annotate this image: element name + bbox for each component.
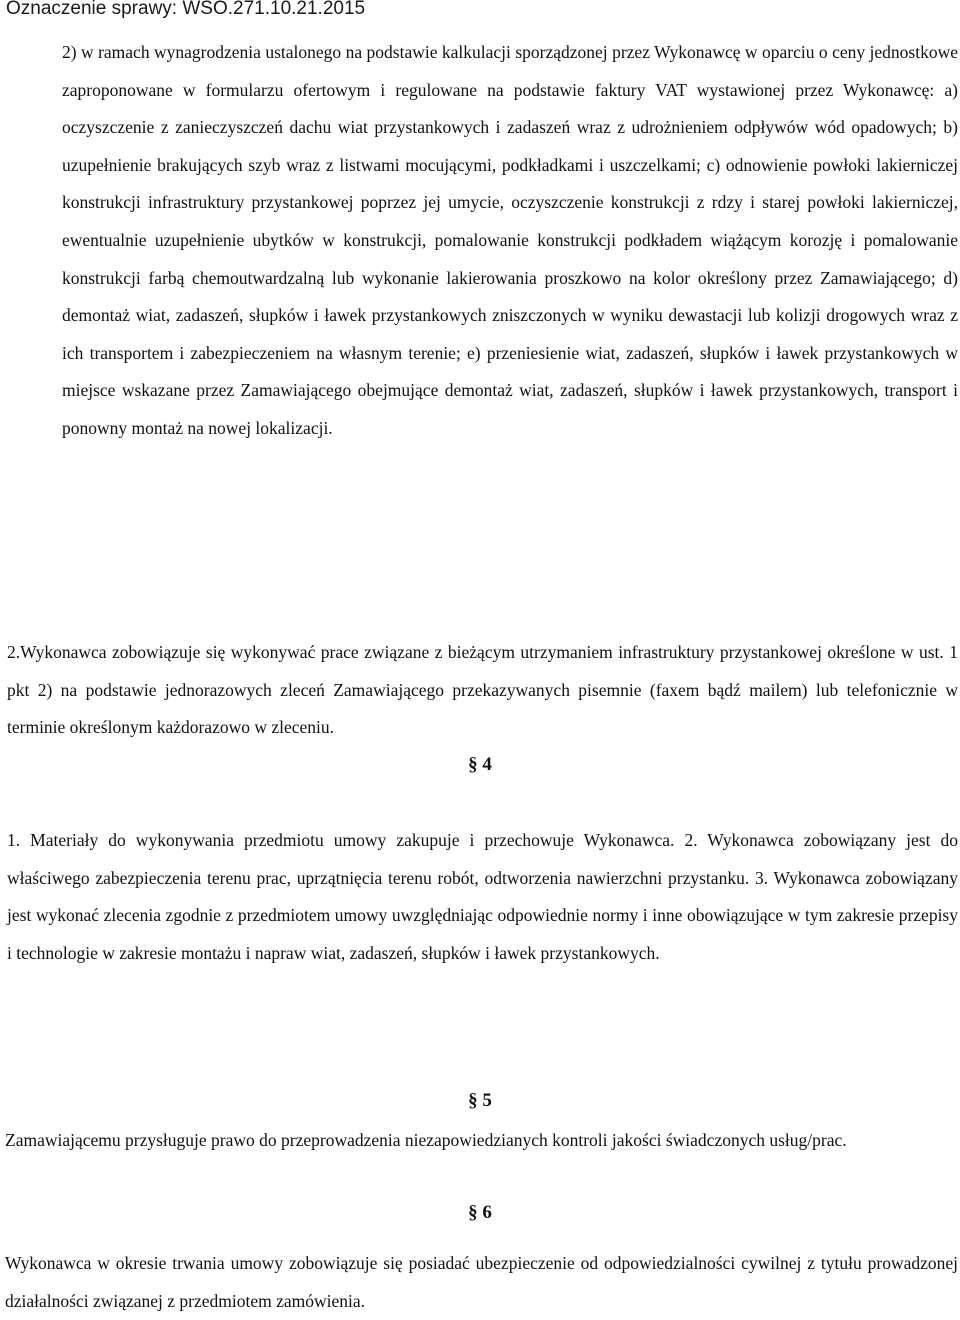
section-5-text: Zamawiającemu przysługuje prawo do przeprowadzenia niezapowiedzianych kontroli jakości świadczonych usług/prac. [5, 1130, 847, 1150]
section-4-text: 1. Materiały do wykonywania przedmiotu umowy zakupuje i przechowuje Wykonawca. 2. Wykonawca zobowiązany jest do właściwego zabezpieczenia terenu prac, uprzątnięcia terenu robót, odtworzenia nawierzchni przystanku. 3. Wykonawca zobowiązany jest wykonać zlecenia zgodnie z przedmiotem umowy uwzględniając odpowiednie normy i inne obowiązujące w tym zakresie przepisy i technologie w zakresie montażu i napraw wiat, zadaszeń, słupków i ławek przystankowych. [7, 830, 958, 963]
orders-clause-text: 2.Wykonawca zobowiązuje się wykonywać prace związane z bieżącym utrzymaniem infrastruktury przystankowej określone w ust. 1 pkt 2) na podstawie jednorazowych zleceń Zamawiającego przekazywanych pisemnie (faxem bądź mailem) lub telefonicznie w terminie określonym każdorazowo w zleceniu. [7, 642, 958, 738]
section-4-heading: § 4 [468, 754, 492, 775]
remuneration-clause-text: 2) w ramach wynagrodzenia ustalonego na podstawie kalkulacji sporządzonej przez Wykonawcę w oparciu o ceny jednostkowe zaproponowane w formularzu ofertowym i regulowane na podstawie faktury VAT wystawionej przez Wykonawcę: a) oczyszczenie z zanieczyszczeń dachu wiat przystankowych i zadaszeń wraz z udrożnieniem odpływów wód opadowych; b) uzupełnienie brakujących szyb wraz z listwami mocującymi, podkładkami i uszczelkami; c) odnowienie powłoki lakierniczej konstrukcji infrastruktury przystankowej poprzez jej umycie, oczyszczenie konstrukcji z rdzy i starej powłoki lakierniczej, ewentualnie uzupełnienie ubytków w konstrukcji, pomalowanie konstrukcji podkładem wiążącym korozję i pomalowanie konstrukcji farbą chemoutwardzalną lub wykonanie lakierowania proszkowo na kolor określony przez Zamawiającego; d) demontaż wiat, zadaszeń, słupków i ławek przystankowych zniszczonych w wyniku dewastacji lub kolizji drogowych wraz z ich transportem i zabezpieczeniem na własnym terenie; e) przeniesienie wiat, zadaszeń, słupków i ławek przystankowych w miejsce wskazane przez Zamawiającego obejmujące demontaż wiat, zadaszeń, słupków i ławek przystankowych, transport i ponowny montaż na nowej lokalizacji. [62, 42, 958, 438]
section-5-heading: § 5 [468, 1090, 492, 1111]
section-6-heading: § 6 [468, 1202, 492, 1223]
section-6-text: Wykonawca w okresie trwania umowy zobowiązuje się posiadać ubezpieczenie od odpowiedzialności cywilnej z tytułu prowadzonej działalności związanej z przedmiotem zamówienia. [5, 1253, 958, 1311]
case-number-header: Oznaczenie sprawy: WSO.271.10.21.2015 [6, 0, 366, 19]
